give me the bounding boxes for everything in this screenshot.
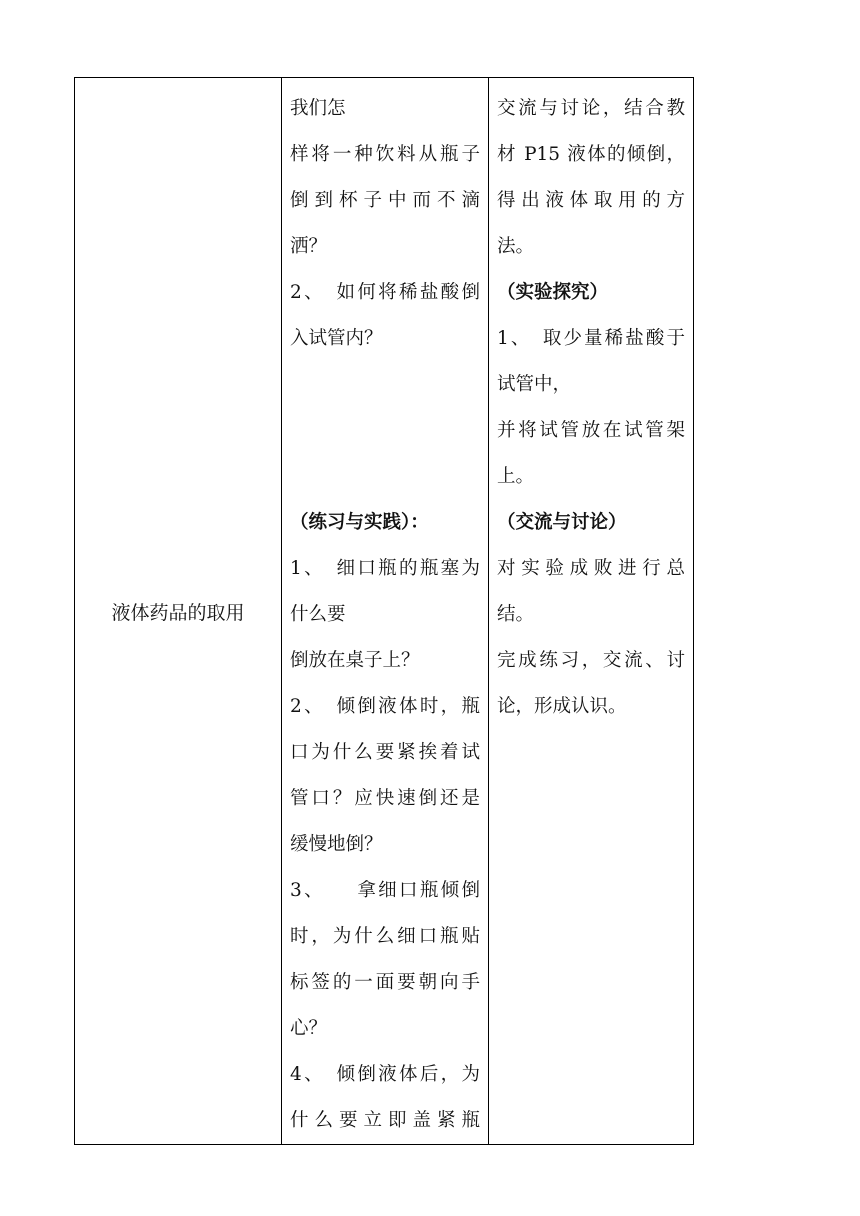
text-line: 交流与讨论，结合教 [497,98,685,119]
text-line: 洒？ [290,236,328,257]
text-line: 管口？应快速倒还是 [290,788,480,809]
text-line: 并将试管放在试管架 [497,420,685,441]
text-line: 1、 取少量稀盐酸于 [497,328,685,349]
lesson-table [74,77,694,1145]
text-line: 完成练习，交流、讨 [497,650,685,671]
topic-label: 液体药品的取用 [111,601,245,624]
text-line: 时，为什么细口瓶贴 [290,926,480,947]
text-line: 材 P15 液体的倾倒， [497,144,685,165]
text-line: 我们怎 [290,98,346,119]
text-line: 心？ [290,1018,328,1039]
text-line: 上。 [497,466,535,487]
text-line: 2、 如何将稀盐酸倒 [290,282,480,303]
text-line: 什么要 [290,604,346,625]
text-line: 倒放在桌子上？ [290,650,420,671]
text-line: 样将一种饮料从瓶子 [290,144,480,165]
text-line: 试管中， [497,374,572,395]
text-line: 得出液体取用的方 [497,190,685,211]
text-line: 2、 倾倒液体时，瓶 [290,696,480,717]
section-heading: （交流与讨论） [497,512,627,533]
text-line: 结。 [497,604,535,625]
text-line: 对实验成败进行总 [497,558,685,579]
text-line: 4、 倾倒液体后，为 [290,1064,480,1085]
topic-cell [75,78,282,1145]
blank-space [290,362,480,500]
text-line: 口为什么要紧挨着试 [290,742,480,763]
text-line: 3、 拿细口瓶倾倒 [290,880,480,901]
text-line: 入试管内？ [290,328,383,349]
table-row [75,78,694,1145]
section-heading: （实验探究） [497,282,609,303]
student-activity-cell [489,78,694,1145]
text-line: 1、 细口瓶的瓶塞为 [290,558,480,579]
teacher-activity-cell [282,78,489,1145]
text-line: 标签的一面要朝向手 [290,972,480,993]
text-line: 倒到杯子中而不滴 [290,190,480,211]
text-line: 什么要立即盖紧瓶 [290,1110,480,1131]
text-line: 缓慢地倒？ [290,834,383,855]
text-line: 论，形成认识。 [497,696,627,717]
text-line: 法。 [497,236,535,257]
section-heading: （练习与实践）： [290,512,429,533]
